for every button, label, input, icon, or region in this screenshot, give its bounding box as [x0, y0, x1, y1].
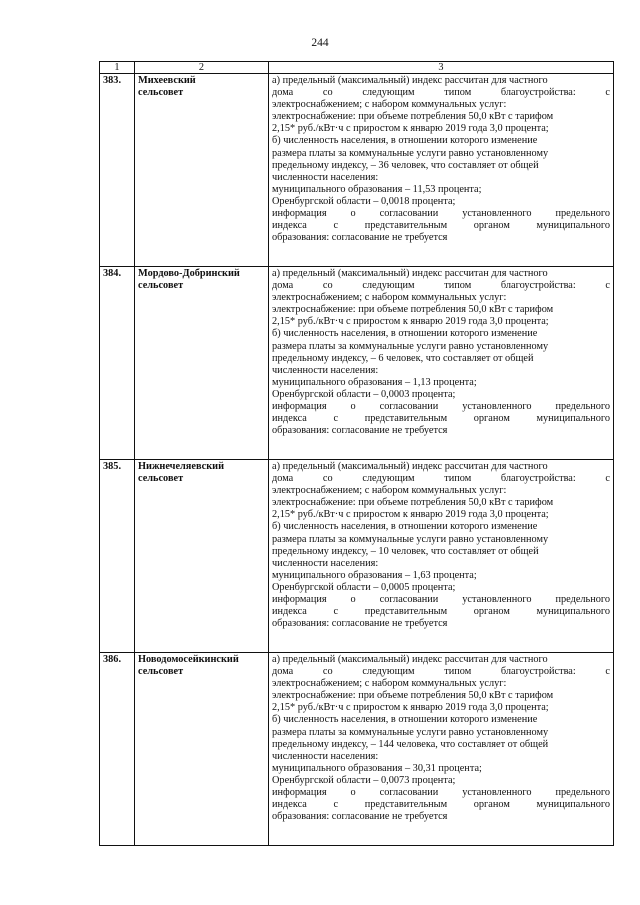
row-number: 386.: [100, 653, 135, 846]
index-description: [269, 460, 614, 653]
description-line: информация о согласовании установленного предельного: [272, 594, 610, 606]
description-line: численности населения:: [272, 171, 379, 183]
description-line: электроснабжение: при объеме потребления 50,0 кВт с тарифом: [272, 111, 554, 123]
description-line: а) предельный (максимальный) индекс рассчитан для частного: [272, 654, 548, 665]
description-line: предельному индексу, – 10 человек, что составляет от общей: [272, 545, 539, 557]
description-line: Оренбургской области – 0,0073 процента;: [272, 774, 456, 786]
description-line: 2,15* руб./кВт·ч с приростом к январю 2019 года 3,0 процента;: [272, 702, 549, 714]
municipality-name: [135, 460, 269, 653]
table-row: [100, 653, 614, 846]
table-row: [100, 460, 614, 653]
description-line: 2,15* руб./кВт·ч с приростом к январю 2019 года 3,0 процента;: [272, 316, 549, 328]
description-line: численности населения:: [272, 364, 379, 376]
description-line: электроснабжение: при объеме потребления 50,0 кВт с тарифом: [272, 497, 554, 509]
description-line: образования: согласование не требуется: [272, 618, 448, 630]
description-line: предельному индексу, – 144 человека, что составляет от общей: [272, 738, 549, 750]
row-number: 383.: [100, 74, 135, 267]
page-number: 244: [311, 37, 329, 49]
header-col-3: 3: [269, 62, 614, 74]
municipality-name-line: Нижнечеляевский: [138, 461, 225, 472]
description-line: муниципального образования – 1,63 процента;: [272, 569, 477, 581]
description-line: индекса с представительным органом муниципального: [272, 413, 610, 425]
table-header-row: [100, 62, 614, 74]
description-line: электроснабжение: при объеме потребления 50,0 кВт с тарифом: [272, 690, 554, 702]
description-line: б) численность населения, в отношении которого изменение: [272, 328, 538, 340]
description-line: муниципального образования – 1,13 процента;: [272, 376, 477, 388]
description-line: дома со следующим типом благоустройства: с: [272, 280, 610, 292]
description-line: а) предельный (максимальный) индекс рассчитан для частного: [272, 75, 548, 86]
description-line: образования: согласование не требуется: [272, 232, 448, 244]
description-line: Оренбургской области – 0,0018 процента;: [272, 195, 456, 207]
index-description: [269, 267, 614, 460]
municipality-name-line: сельсовет: [138, 87, 184, 99]
description-line: предельному индексу, – 6 человек, что составляет от общей: [272, 352, 534, 364]
row-number: 385.: [100, 460, 135, 653]
table-row: [100, 267, 614, 460]
description-line: а) предельный (максимальный) индекс рассчитан для частного: [272, 461, 548, 472]
description-line: электроснабжение: при объеме потребления 50,0 кВт с тарифом: [272, 304, 554, 316]
municipality-name: [135, 74, 269, 267]
municipality-name-line: Новодомосейкинский: [138, 654, 239, 665]
description-line: предельному индексу, – 36 человек, что составляет от общей: [272, 159, 539, 171]
description-line: дома со следующим типом благоустройства: с: [272, 473, 610, 485]
description-line: электроснабжением; с набором коммунальных услуг:: [272, 485, 507, 497]
header-col-2: 2: [135, 62, 269, 74]
description-line: образования: согласование не требуется: [272, 425, 448, 437]
description-line: образования: согласование не требуется: [272, 811, 448, 823]
municipality-name: [135, 267, 269, 460]
limit-index-table: [99, 61, 614, 846]
description-line: размера платы за коммунальные услуги равно установленному: [272, 340, 549, 352]
description-line: дома со следующим типом благоустройства: с: [272, 87, 610, 99]
description-line: индекса с представительным органом муниципального: [272, 220, 610, 232]
description-line: численности населения:: [272, 557, 379, 569]
description-line: дома со следующим типом благоустройства: с: [272, 666, 610, 678]
description-line: информация о согласовании установленного предельного: [272, 401, 610, 413]
description-line: 2,15* руб./кВт·ч с приростом к январю 2019 года 3,0 процента;: [272, 509, 549, 521]
description-line: электроснабжением; с набором коммунальных услуг:: [272, 678, 507, 690]
municipality-name-line: Мордово-Добринский: [138, 268, 240, 279]
description-line: электроснабжением; с набором коммунальных услуг:: [272, 99, 507, 111]
description-line: муниципального образования – 30,31 процента;: [272, 762, 482, 774]
description-line: Оренбургской области – 0,0003 процента;: [272, 388, 456, 400]
description-line: индекса с представительным органом муниципального: [272, 799, 610, 811]
description-line: размера платы за коммунальные услуги равно установленному: [272, 147, 549, 159]
municipality-name: [135, 653, 269, 846]
municipality-name-line: сельсовет: [138, 473, 184, 485]
description-line: муниципального образования – 11,53 процента;: [272, 183, 482, 195]
municipality-name-line: сельсовет: [138, 666, 184, 678]
description-line: численности населения:: [272, 750, 379, 762]
table-row: [100, 74, 614, 267]
municipality-name-line: Михеевский: [138, 75, 196, 86]
index-description: [269, 74, 614, 267]
description-line: б) численность населения, в отношении которого изменение: [272, 521, 538, 533]
description-line: информация о согласовании установленного предельного: [272, 208, 610, 220]
header-col-1: 1: [100, 62, 135, 74]
description-line: размера платы за коммунальные услуги равно установленному: [272, 726, 549, 738]
index-description: [269, 653, 614, 846]
description-line: индекса с представительным органом муниципального: [272, 606, 610, 618]
description-line: б) численность населения, в отношении которого изменение: [272, 135, 538, 147]
description-line: 2,15* руб./кВт·ч с приростом к январю 2019 года 3,0 процента;: [272, 123, 549, 135]
row-number: 384.: [100, 267, 135, 460]
description-line: электроснабжением; с набором коммунальных услуг:: [272, 292, 507, 304]
description-line: Оренбургской области – 0,0005 процента;: [272, 581, 456, 593]
description-line: а) предельный (максимальный) индекс рассчитан для частного: [272, 268, 548, 279]
description-line: б) численность населения, в отношении которого изменение: [272, 714, 538, 726]
municipality-name-line: сельсовет: [138, 280, 184, 292]
description-line: информация о согласовании установленного предельного: [272, 787, 610, 799]
description-line: размера платы за коммунальные услуги равно установленному: [272, 533, 549, 545]
